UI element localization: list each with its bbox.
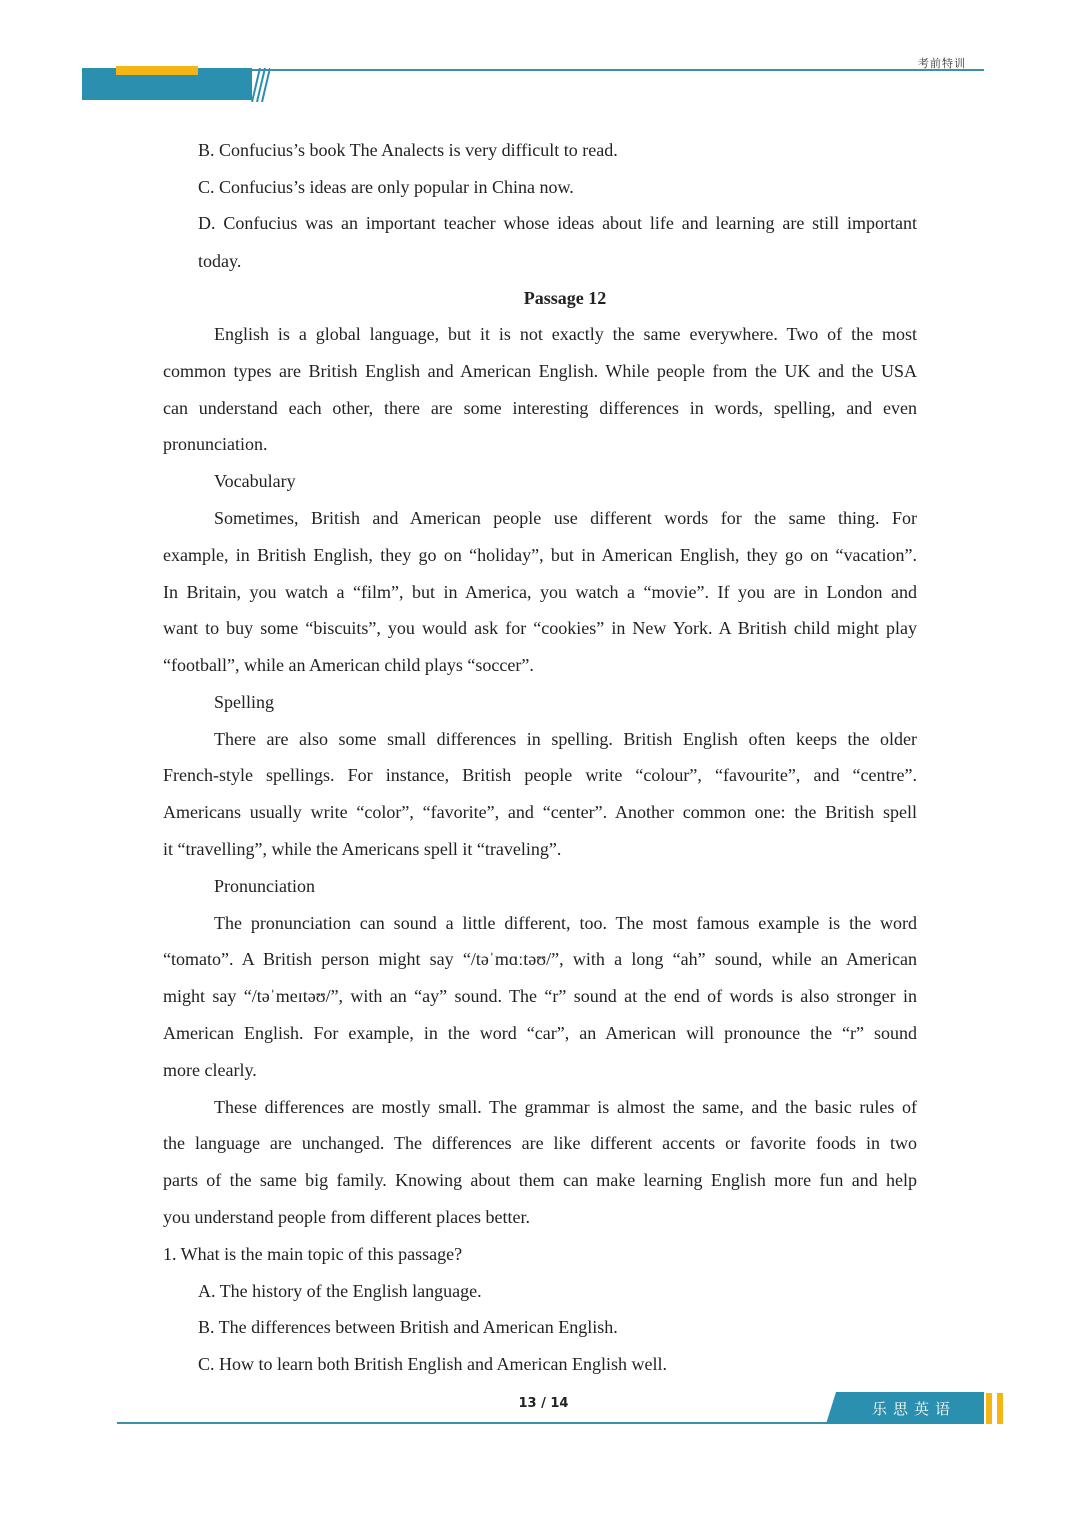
paragraph-line: it “travelling”, while the Americans spell it “traveling”. <box>163 839 562 859</box>
section-heading-spelling: Spelling <box>214 692 275 712</box>
section-heading-pronunciation: Pronunciation <box>214 876 315 896</box>
paragraph-line: might say “/təˈmeɪtəʊ/”, with an “ay” sound. The “r” sound at the end of words is also stronger in <box>163 986 917 1006</box>
header-rule <box>252 69 984 71</box>
question-1-option-a: A. The history of the English language. <box>198 1281 482 1301</box>
paragraph-line: These differences are mostly small. The grammar is almost the same, and the basic rules of <box>214 1097 917 1117</box>
question-1-option-c: C. How to learn both British English and American English well. <box>198 1354 667 1374</box>
question-1: 1. What is the main topic of this passage? <box>163 1244 463 1264</box>
paragraph-line: the language are unchanged. The differences are like different accents or favorite foods in two <box>163 1133 917 1153</box>
paragraph-line: In Britain, you watch a “film”, but in America, you watch a “movie”. If you are in London and <box>163 582 917 602</box>
section-heading-vocabulary: Vocabulary <box>214 471 296 491</box>
footer-brand: 乐思英语 <box>871 1400 956 1418</box>
passage-title: Passage 12 <box>523 288 607 308</box>
paragraph-line: common types are British English and American English. While people from the UK and the USA <box>163 361 917 381</box>
paragraph-line: American English. For example, in the word “car”, an American will pronounce the “r” sound <box>163 1023 917 1043</box>
page-number: 13 / 14 <box>518 1396 569 1411</box>
footer-rule <box>117 1422 832 1424</box>
paragraph-line: can understand each other, there are some interesting differences in words, spelling, and even <box>163 398 917 418</box>
paragraph-line: “football”, while an American child plays “soccer”. <box>163 655 534 675</box>
paragraph-line: French-style spellings. For instance, British people write “colour”, “favourite”, and “centre”. <box>163 765 917 785</box>
question-1-option-b: B. The differences between British and American English. <box>198 1317 618 1337</box>
header-label: 考前特训 <box>918 57 966 70</box>
paragraph-line: English is a global language, but it is not exactly the same everywhere. Two of the most <box>214 324 917 344</box>
paragraph-line: There are also some small differences in spelling. British English often keeps the older <box>214 729 917 749</box>
paragraph-line: Americans usually write “color”, “favorite”, and “center”. Another common one: the British spell <box>163 802 917 822</box>
option-d-prev-cont: today. <box>198 251 242 271</box>
paragraph-line: Sometimes, British and American people use different words for the same thing. For <box>214 508 917 528</box>
paragraph-line: parts of the same big family. Knowing about them can make learning English more fun and help <box>163 1170 917 1190</box>
option-d-prev: D. Confucius was an important teacher whose ideas about life and learning are still important <box>198 213 917 233</box>
footer-accent-bar <box>997 1393 1003 1424</box>
paragraph-line: want to buy some “biscuits”, you would ask for “cookies” in New York. A British child might play <box>163 618 917 638</box>
footer-accent-bar <box>986 1393 992 1424</box>
header-accent <box>116 66 198 75</box>
paragraph-line: pronunciation. <box>163 434 268 454</box>
paragraph-line: The pronunciation can sound a little different, too. The most famous example is the word <box>214 913 917 933</box>
paragraph-line: you understand people from different places better. <box>163 1207 531 1227</box>
header-slash-decoration <box>244 68 270 102</box>
paragraph-line: “tomato”. A British person might say “/təˈmɑːtəʊ/”, with a long “ah” sound, while an American <box>163 949 917 969</box>
paragraph-line: example, in British English, they go on “holiday”, but in American English, they go on “vacation”. <box>163 545 917 565</box>
option-c-prev: C. Confucius’s ideas are only popular in China now. <box>198 177 574 197</box>
paragraph-line: more clearly. <box>163 1060 257 1080</box>
option-b-prev: B. Confucius’s book The Analects is very difficult to read. <box>198 140 618 160</box>
